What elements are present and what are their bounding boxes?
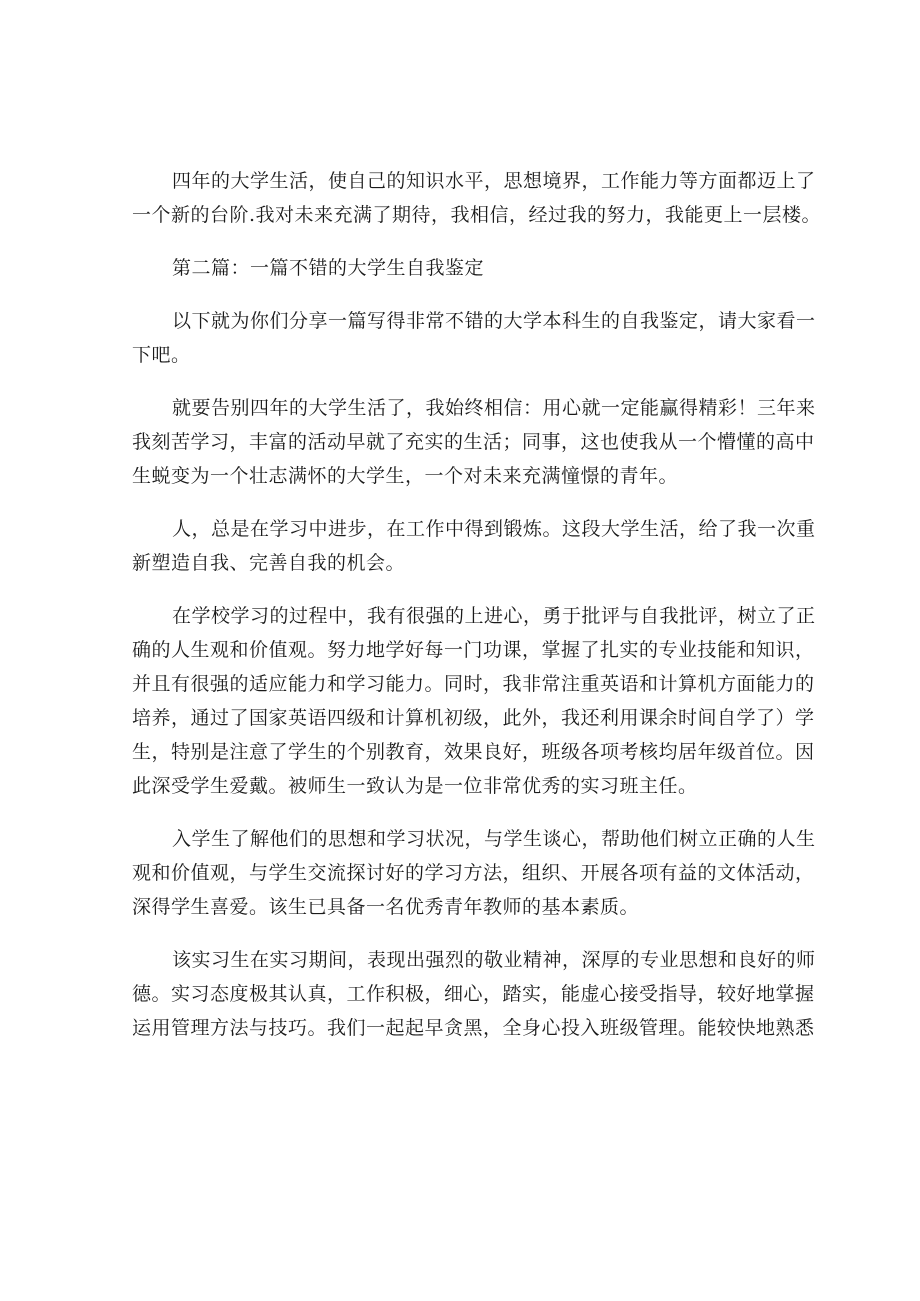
section-heading: 第二篇：一篇不错的大学生自我鉴定 — [172, 257, 485, 279]
paragraph-1 — [132, 164, 822, 232]
text-line: 生，特别是注意了学生的个别教育，效果良好，班级各项考核均居年级首位。因 — [132, 741, 815, 763]
text-line: 该实习生在实习期间，表现出强烈的敬业精神，深厚的专业思想和良好的师 — [172, 949, 816, 971]
text-line: 我刻苦学习，丰富的活动早就了充实的生活；同事，这也使我从一个懵懂的高中 — [132, 431, 815, 453]
text-line: 以下就为你们分享一篇写得非常不错的大学本科生的自我鉴定，请大家看一 — [172, 310, 816, 332]
text-line: 并且有很强的适应能力和学习能力。同时，我非常注重英语和计算机方面能力的 — [132, 673, 815, 695]
text-line: 运用管理方法与技巧。我们一起起早贪黑，全身心投入班级管理。能较快地熟悉 — [132, 1017, 815, 1039]
paragraph-3 — [132, 391, 816, 493]
text-line: 就要告别四年的大学生活了，我始终相信：用心就一定能赢得精彩！三年来 — [172, 397, 816, 419]
text-line: 培养，通过了国家英语四级和计算机初级，此外，我还利用课余时间自学了）学 — [132, 707, 815, 729]
paragraph-2 — [132, 304, 816, 372]
text-line: 下吧。 — [132, 344, 191, 366]
text-line: 德。实习态度极其认真，工作积极，细心，踏实，能虚心接受指导，较好地掌握 — [132, 983, 815, 1005]
paragraph-7 — [132, 943, 816, 1045]
text-line: 人，总是在学习中进步，在工作中得到锻炼。这段大学生活，给了我一次重 — [172, 518, 816, 540]
text-line: 此深受学生爱戴。被师生一致认为是一位非常优秀的实习班主任。 — [132, 775, 698, 797]
paragraph-6 — [132, 822, 816, 924]
text-line: 四年的大学生活，使自己的知识水平，思想境界，工作能力等方面都迈上了 — [172, 170, 816, 192]
text-line: 在学校学习的过程中，我有很强的上进心，勇于批评与自我批评，树立了正 — [172, 605, 816, 627]
text-line: 观和价值观，与学生交流探讨好的学习方法，组织、开展各项有益的文体活动， — [132, 862, 815, 884]
text-line: 生蜕变为一个壮志满怀的大学生，一个对未来充满憧憬的青年。 — [132, 465, 679, 487]
text-line: 深得学生喜爱。该生已具备一名优秀青年教师的基本素质。 — [132, 896, 640, 918]
text-line: 入学生了解他们的思想和学习状况，与学生谈心，帮助他们树立正确的人生 — [172, 828, 816, 850]
paragraph-4 — [132, 512, 816, 580]
text-line: 一个新的台阶.我对未来充满了期待，我相信，经过我的努力，我能更上一层楼。 — [132, 204, 822, 226]
paragraph-5 — [132, 599, 816, 803]
text-line: 新塑造自我、完善自我的机会。 — [132, 552, 406, 574]
document-body — [132, 164, 822, 1064]
text-line: 确的人生观和价值观。努力地学好每一门功课，掌握了扎实的专业技能和知识， — [132, 639, 815, 661]
